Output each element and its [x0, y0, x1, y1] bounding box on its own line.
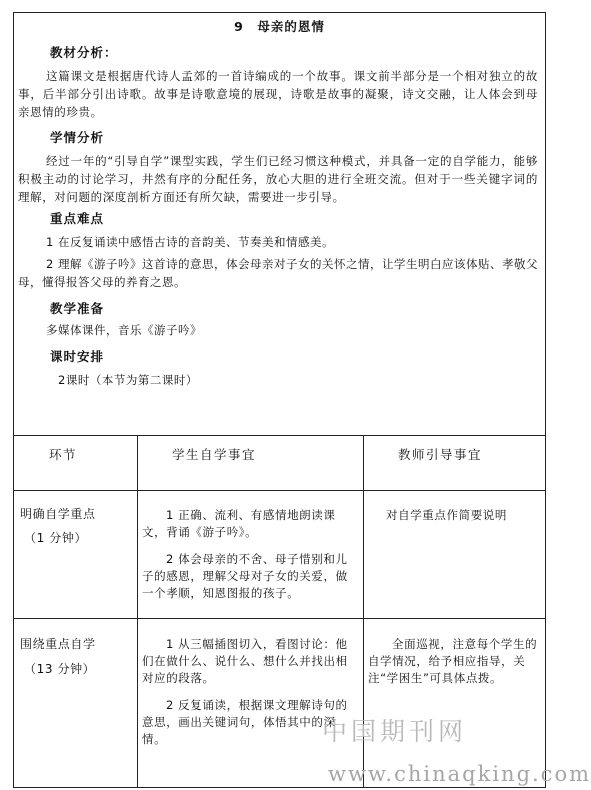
column-header-teacher: 教师引导事宜	[398, 447, 483, 462]
column-header-stage: 环节	[49, 447, 78, 462]
watermark-url: www.chinaqking.com	[328, 762, 591, 786]
teacher-guidance: 对自学重点作简要说明	[386, 508, 507, 522]
student-task-2: 2 反复诵读，根据课文理解诗句的意思，画出关键词句，体悟其中的深情。	[142, 698, 348, 746]
section-heading-key-points: 重点难点	[50, 211, 105, 226]
textbook-analysis-text: 这篇课文是根据唐代诗人孟郊的一首诗编成的一个故事。课文前半部分是一个相对独立的故事，后半部分引出诗歌。故事是诗歌意境的展现，诗歌是故事的凝聚，诗文交融，让人体会到母亲恩情的珍贵。	[18, 69, 538, 119]
lesson-overview	[14, 13, 545, 436]
stage-duration: （1 分钟）	[24, 531, 88, 545]
section-heading-textbook-analysis: 教材分析：	[50, 45, 118, 60]
stage-name: 明确自学重点	[20, 507, 96, 521]
student-task-1: 1 从三幅插图切入，看图讨论：他们在做什么、说什么、想什么并找出相对应的段落。	[142, 637, 348, 685]
stage-duration: （13 分钟）	[24, 662, 96, 676]
key-point-2: 2 理解《游子吟》这首诗的意思，体会母亲对子女的关怀之情，让学生明白应该体贴、孝敬父母，懂得报答父母的养育之恩。	[18, 257, 538, 289]
student-task-2: 2 体会母亲的不舍、母子惜别和儿子的感恩，理解父母对子女的关爱，做一个孝顺，知恩图报的孩子。	[142, 552, 348, 600]
lesson-plan-frame	[13, 12, 546, 788]
section-heading-schedule: 课时安排	[50, 349, 105, 364]
student-task-1: 1 正确、流利、有感情地朗读课文，背诵《游子吟》。	[142, 508, 336, 539]
section-heading-preparation: 教学准备	[50, 301, 105, 316]
preparation-text: 多媒体课件，音乐《游子吟》	[46, 323, 202, 337]
schedule-text: 2课时（本节为第二课时）	[58, 373, 198, 387]
student-analysis-text: 经过一年的“引导自学”课型实践，学生们已经习惯这种模式，并具备一定的自学能力，能够积极主动的讨论学习，井然有序的分配任务，放心大胆的进行全班交流。但对于一些关键字词的理解，对问题的深度剖析方面还有所欠缺，需要进一步引导。	[18, 154, 538, 204]
section-heading-student-analysis: 学情分析	[50, 130, 105, 145]
watermark-logo-text: 中国期刊网	[322, 717, 468, 746]
stage-name: 围绕重点自学	[20, 637, 96, 651]
key-point-1: 1 在反复诵读中感悟古诗的音韵美、节奏美和情感美。	[46, 235, 334, 249]
teacher-guidance: 全面巡视，注意每个学生的自学情况，给予相应指导，关注“学困生”可具体点拨。	[368, 637, 538, 685]
page-title: 9 母亲的恩情	[234, 19, 325, 34]
column-header-student: 学生自学事宜	[172, 447, 257, 462]
